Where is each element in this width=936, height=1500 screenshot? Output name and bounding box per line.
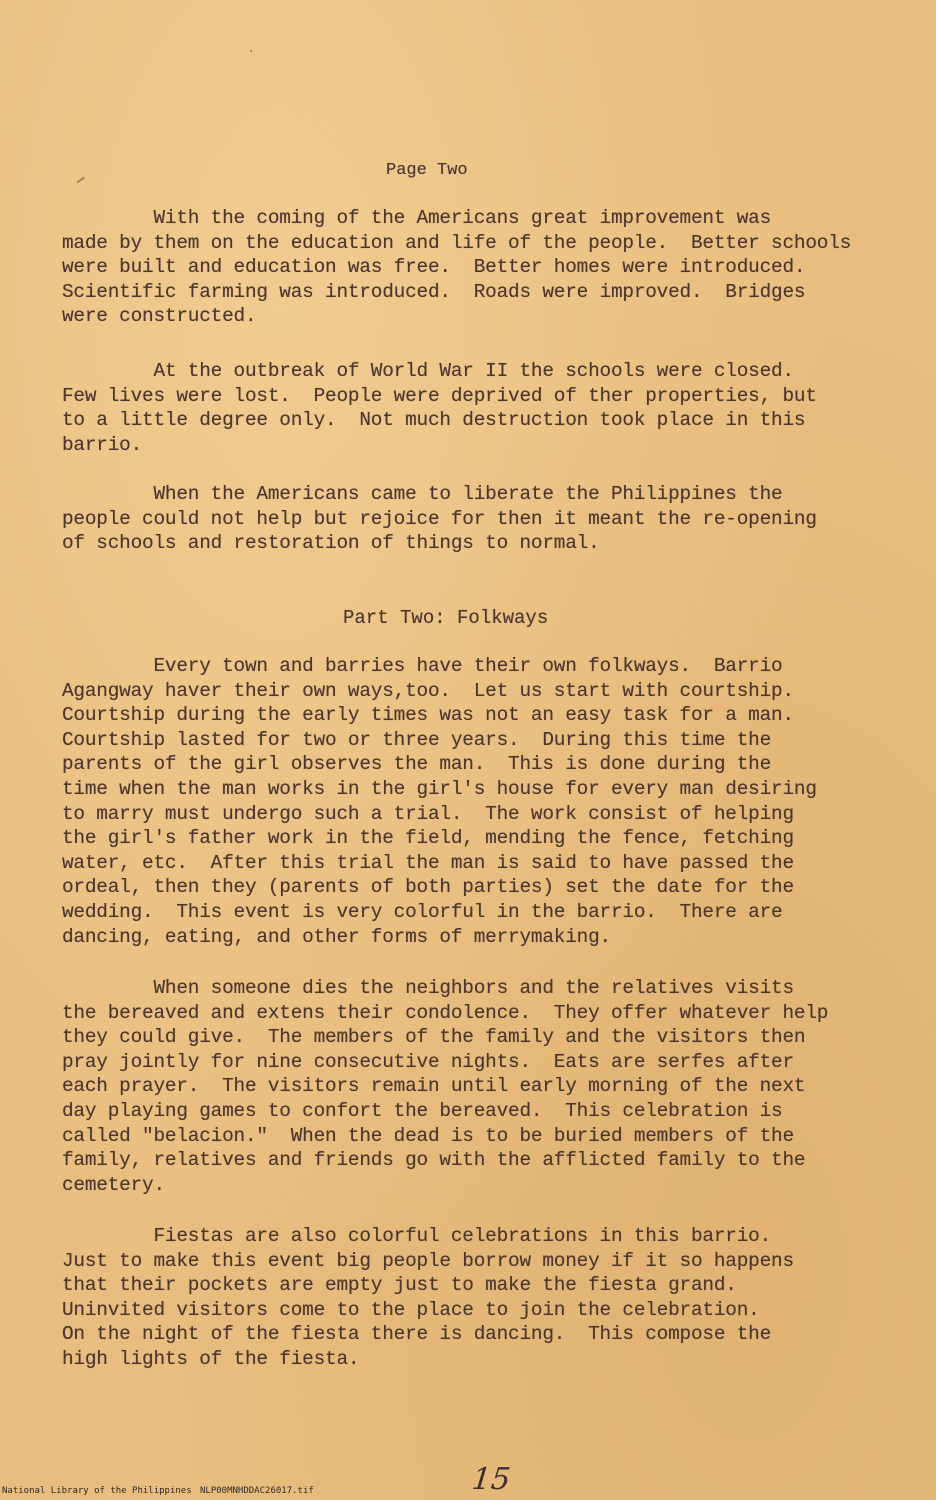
stray-mark [76, 177, 84, 183]
text-line: Uninvited visitors come to the place to join the celebration. [62, 1298, 760, 1321]
footer-filename: NLP00MNHDDAC26017.tif [200, 1486, 314, 1496]
text-line: people could not help but rejoice for then it meant the re-opening [62, 507, 817, 530]
text-line: wedding. This event is very colorful in the barrio. There are [62, 900, 783, 923]
paragraph-3 [62, 482, 892, 556]
text-line: family, relatives and friends go with the afflicted family to the [62, 1149, 806, 1172]
text-line: At the outbreak of World War II the schools were closed. [62, 360, 794, 382]
text-line: On the night of the fiesta there is dancing. This compose the [62, 1323, 772, 1346]
text-line: parents of the girl observes the man. This is done during the [62, 753, 772, 776]
text-line: were constructed. [62, 305, 257, 328]
text-line: the girl's father work in the field, mending the fence, fetching [62, 827, 794, 850]
stray-dot [250, 50, 252, 52]
text-line: pray jointly for nine consecutive nights. Eats are serfes after [62, 1050, 794, 1073]
text-line: they could give. The members of the family and the visitors then [62, 1026, 806, 1049]
text-line: day playing games to confort the bereaved. This celebration is [62, 1099, 783, 1122]
text-line: When the Americans came to liberate the Philippines the [62, 483, 783, 505]
footer-institution: National Library of the Philippines [2, 1486, 192, 1496]
text-line: dancing, eating, and other forms of merrymaking. [62, 925, 611, 948]
paragraph-fiesta [62, 1224, 892, 1372]
text-line: Fiestas are also colorful celebrations in this barrio. [62, 1225, 772, 1247]
text-line: of schools and restoration of things to normal. [62, 532, 600, 555]
text-line: water, etc. After this trial the man is said to have passed the [62, 851, 794, 874]
text-line: When someone dies the neighbors and the relatives visits [62, 977, 794, 999]
text-line: Just to make this event big people borrow money if it so happens [62, 1249, 794, 1272]
text-line: barrio. [62, 433, 143, 456]
paragraph-1 [62, 206, 892, 329]
text-line: were built and education was free. Better homes were introduced. [62, 256, 806, 279]
text-line: Agangway haver their own ways,too. Let us start with courtship. [62, 679, 794, 702]
text-line: cemetery. [62, 1173, 165, 1196]
text-line: ordeal, then they (parents of both parties) set the date for the [62, 876, 794, 899]
text-line: to a little degree only. Not much destruction took place in this [62, 409, 806, 432]
text-line: Courtship lasted for two or three years. During this time the [62, 728, 772, 751]
paragraph-courtship [62, 654, 892, 949]
paragraph-2 [62, 359, 892, 457]
page-heading: Page Two [386, 161, 468, 180]
text-line: to marry must undergo such a trial. The work consist of helping [62, 802, 794, 825]
paragraph-death [62, 976, 892, 1197]
handwritten-page-number: 15 [470, 1462, 513, 1497]
text-line: Every town and barries have their own folkways. Barrio [62, 655, 783, 677]
section-heading: Part Two: Folkways [343, 607, 549, 629]
text-line: Courtship during the early times was not an easy task for a man. [62, 704, 794, 727]
text-line: Scientific farming was introduced. Roads were improved. Bridges [62, 280, 806, 303]
text-line: With the coming of the Americans great improvement was [62, 207, 772, 229]
text-line: that their pockets are empty just to make the fiesta grand. [62, 1274, 737, 1297]
text-line: each prayer. The visitors remain until early morning of the next [62, 1075, 806, 1098]
text-line: high lights of the fiesta. [62, 1347, 360, 1370]
text-line: called "belacion." When the dead is to be buried members of the [62, 1124, 794, 1147]
text-line: time when the man works in the girl's house for every man desiring [62, 777, 817, 800]
text-line: the bereaved and extens their condolence. They offer whatever help [62, 1001, 829, 1024]
text-line: Few lives were lost. People were deprived of ther properties, but [62, 384, 817, 407]
text-line: made by them on the education and life of the people. Better schools [62, 231, 852, 254]
